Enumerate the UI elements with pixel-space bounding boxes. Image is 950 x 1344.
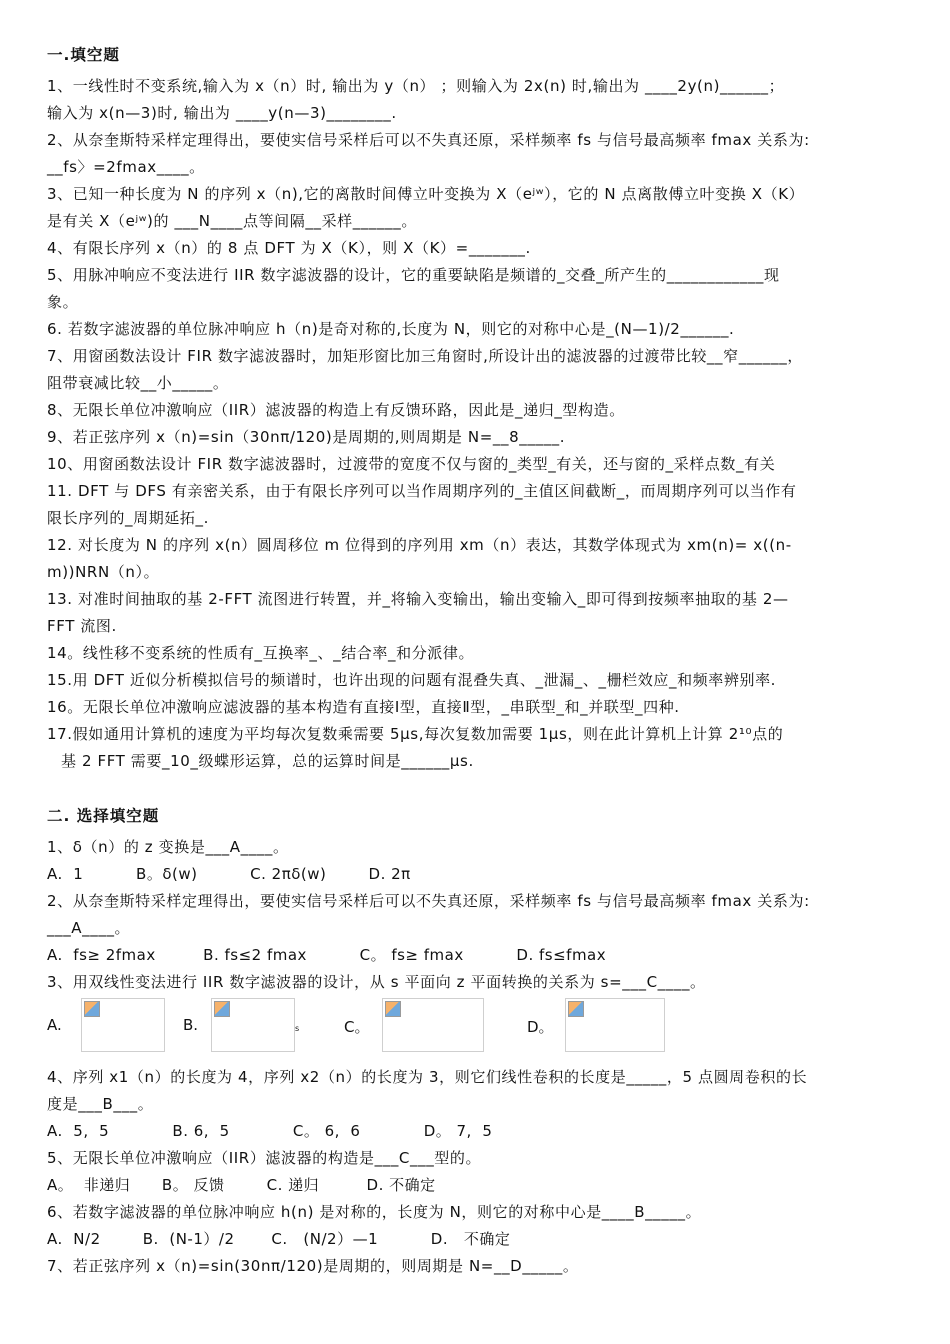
q12-line1: 12. 对长度为 N 的序列 x(n）圆周移位 m 位得到的序列用 xm（n）表达，其数学体现式为 xm(n)= x((n- — [47, 536, 792, 554]
q2-line1: 2、从奈奎斯特采样定理得出，要使实信号采样后可以不失真还原，采样频率 fs 与信号最高频率 fmax 关系为: — [47, 131, 810, 149]
mc-q3-label-a: A. — [47, 1016, 62, 1034]
mc-q4-line2: 度是___B___。 — [47, 1095, 154, 1113]
mc-q2-line2: ___A____。 — [47, 919, 131, 937]
mc-q3-label-d: D。 — [527, 1018, 554, 1036]
q4-line1: 4、有限长序列 x（n）的 8 点 DFT 为 X（K），则 X（K）=_______. — [47, 239, 531, 257]
mc-q3-image-a — [81, 998, 165, 1052]
mc-q5: 5、无限长单位冲激响应（IIR）滤波器的构造是___C___型的。 — [47, 1149, 482, 1167]
mc-q7: 7、若正弦序列 x（n)=sin(30nπ/120)是周期的，则周期是 N=__D_____。 — [47, 1257, 579, 1275]
mc-q6-options: A. N/2 B. (N-1）/2 C. (N/2）—1 D. 不确定 — [47, 1230, 511, 1248]
broken-image-icon — [385, 1001, 401, 1017]
q11-line1: 11. DFT 与 DFS 有亲密关系，由于有限长序列可以当作周期序列的_主值区间截断_，而周期序列可以当作有 — [47, 482, 797, 500]
q7-line2: 阻带衰减比较__小_____。 — [47, 374, 229, 392]
q15-line1: 15.用 DFT 近似分析模拟信号的频谱时，也许出现的问题有混叠失真、_泄漏_、_栅栏效应_和频率辨别率. — [47, 671, 777, 689]
q3-line2: 是有关 X（eʲʷ)的 ___N____点等间隔__采样______。 — [47, 212, 417, 230]
mc-q3-image-b — [211, 998, 295, 1052]
q16-line1: 16。无限长单位冲激响应滤波器的基本构造有直接Ⅰ型，直接Ⅱ型，_串联型_和_并联型_四种. — [47, 698, 680, 716]
q11-line2: 限长序列的_周期延拓_. — [47, 509, 209, 527]
q8-line1: 8、无限长单位冲激响应（IIR）滤波器的构造上有反馈环路，因此是_递归_型构造。 — [47, 401, 625, 419]
q5-line1: 5、用脉冲响应不变法进行 IIR 数字滤波器的设计，它的重要缺陷是频谱的_交叠_所产生的____________现 — [47, 266, 780, 284]
q5-line2: 象。 — [47, 293, 79, 311]
document-page — [47, 44, 907, 1280]
mc-q4-line1: 4、序列 x1（n）的长度为 4，序列 x2（n）的长度为 3，则它们线性卷积的长度是_____，5 点圆周卷积的长 — [47, 1068, 808, 1086]
mc-q5-options: A。 非递归 B。 反馈 C. 递归 D. 不确定 — [47, 1176, 436, 1194]
broken-image-icon — [214, 1001, 230, 1017]
mc-q3-image-d — [565, 998, 665, 1052]
q6-line1: 6. 若数字滤波器的单位脉冲响应 h（n)是奇对称的,长度为 N，则它的对称中心是_(N—1)/2______. — [47, 320, 735, 338]
mc-q3-label-c: C。 — [344, 1018, 370, 1036]
q17-line1: 17.假如通用计算机的速度为平均每次复数乘需要 5μs,每次复数加需要 1μs，则在此计算机上计算 2¹⁰点的 — [47, 725, 784, 743]
mc-q3-image-options — [47, 998, 907, 1056]
q7-line1: 7、用窗函数法设计 FIR 数字滤波器时，加矩形窗比加三角窗时,所设计出的滤波器的过渡带比较__窄______， — [47, 347, 803, 365]
q13-line2: FFT 流图. — [47, 617, 117, 635]
q13-line1: 13. 对准时间抽取的基 2-FFT 流图进行转置，并_将输入变输出，输出变输入_即可得到按频率抽取的基 2— — [47, 590, 789, 608]
section1-title: 一.填空题 — [47, 46, 120, 64]
q10-line1: 10、用窗函数法设计 FIR 数字滤波器时，过渡带的宽度不仅与窗的_类型_有关，还与窗的_采样点数_有关 — [47, 455, 776, 473]
broken-image-icon — [84, 1001, 100, 1017]
mc-q3: 3、用双线性变法进行 IIR 数字滤波器的设计，从 s 平面向 z 平面转换的关系为 s=___C____。 — [47, 973, 706, 991]
mc-q1-options: A. 1 B。δ(w) C. 2πδ(w) D. 2π — [47, 865, 411, 883]
mc-q2-options: A. fs≥ 2fmax B. fs≤2 fmax C。 fs≥ fmax D. fs≤fmax — [47, 946, 607, 964]
q9-line1: 9、若正弦序列 x（n)=sin（30nπ/120)是周期的,则周期是 N=__8_____. — [47, 428, 566, 446]
q17-line2: 基 2 FFT 需要_10_级蝶形运算，总的运算时间是______μs. — [61, 752, 474, 770]
q14-line1: 14。线性移不变系统的性质有_互换率_、_结合率_和分派律。 — [47, 644, 475, 662]
section2-title: 二. 选择填空题 — [47, 807, 160, 825]
mc-q3-s-mark: s — [295, 1024, 300, 1033]
q1-line1: 1、一线性时不变系统,输入为 x（n）时, 输出为 y（n） ；则输入为 2x(n) 时,输出为 ____2y(n)______； — [47, 77, 785, 95]
broken-image-icon — [568, 1001, 584, 1017]
q3-line1: 3、已知一种长度为 N 的序列 x（n),它的离散时间傅立叶变换为 X（eʲʷ），它的 N 点离散傅立叶变换 X（K） — [47, 185, 805, 203]
mc-q6: 6、若数字滤波器的单位脉冲响应 h(n) 是对称的，长度为 N，则它的对称中心是____B_____。 — [47, 1203, 702, 1221]
q12-line2: m))NRN（n）。 — [47, 563, 160, 581]
q2-line2: __fs〉=2fmax____。 — [47, 158, 205, 176]
section1-questions — [47, 73, 907, 775]
mc-q2-line1: 2、从奈奎斯特采样定理得出，要使实信号采样后可以不失真还原，采样频率 fs 与信号最高频率 fmax 关系为: — [47, 892, 810, 910]
q1-line2: 输入为 x(n—3)时, 输出为 ____y(n—3)________. — [47, 104, 397, 122]
mc-q3-label-b: B. — [183, 1016, 199, 1034]
mc-q3-image-c — [382, 998, 484, 1052]
mc-q4-options: A. 5, 5 B. 6, 5 C。 6, 6 D。 7, 5 — [47, 1122, 493, 1140]
mc-q1: 1、δ（n）的 z 变换是___A____。 — [47, 838, 289, 856]
